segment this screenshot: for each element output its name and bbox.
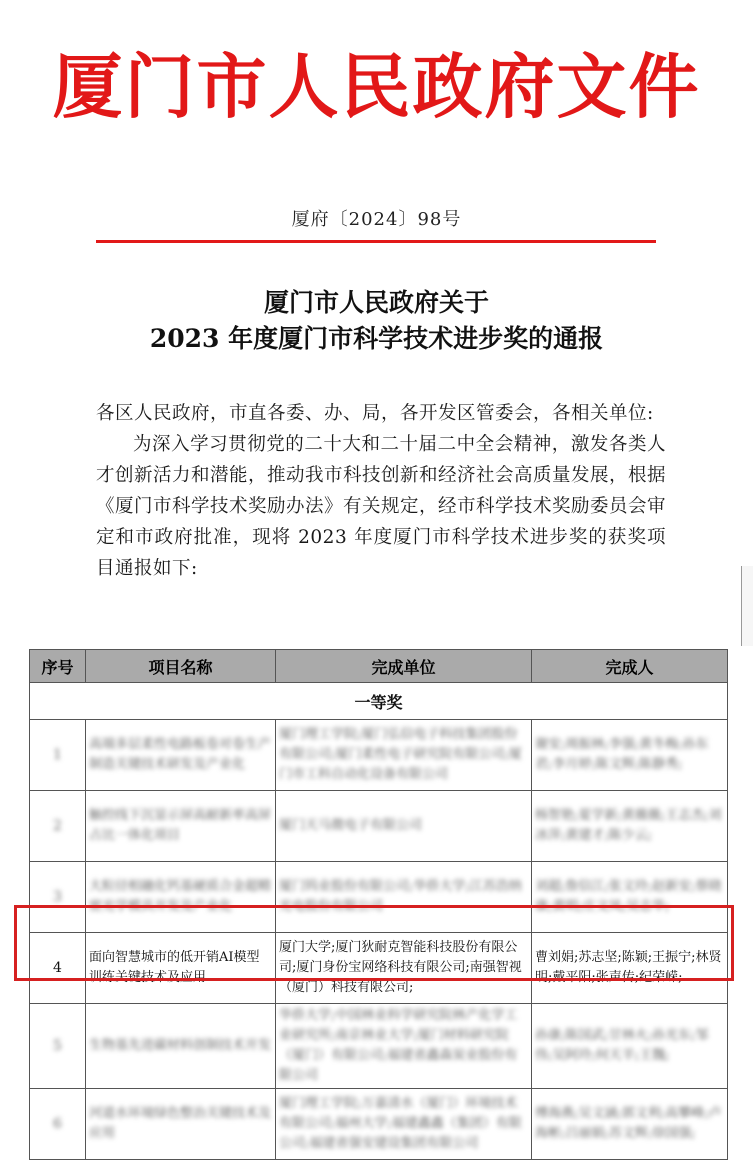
row-units: 厦门理工学院;厦门弘信电子科技集团股份有限公司;厦门柔性电子研究院有限公司;厦门市工科自动化设备有限公司 [276, 720, 532, 791]
row-units: 厦门大学;厦门狄耐克智能科技股份有限公司;厦门身份宝网络科技有限公司;南强智视（厦门）科技有限公司; [276, 933, 532, 1004]
document-number: 厦府〔2024〕98号 [291, 209, 462, 230]
row-project: 生物基先进碳材料创制技术开发 [86, 1004, 276, 1089]
row-project: 面向智慧城市的低开销AI模型训练关键技术及应用 [86, 933, 276, 1004]
row-people: 傅海燕;吴文涵;郭文利;高攀峰;卢海彬;吕丽娟;苏文辉;徐国强; [532, 1089, 728, 1160]
tier-row [30, 683, 728, 720]
table-row [30, 1089, 728, 1160]
table-row [30, 791, 728, 862]
row-project: 河道水环境绿色整治关键技术及应用 [86, 1089, 276, 1160]
row-people: 刘超;詹信江;张文玲;赵新安;蔡晓康;黄明;庄文凤;吴志华; [532, 862, 728, 933]
header-person: 完成人 [532, 650, 728, 683]
awards-table [29, 649, 728, 1160]
salutation: 各区人民政府，市直各委、办、局，各开发区管委会，各相关单位: [96, 403, 654, 424]
row-number: 3 [30, 862, 86, 933]
row-units: 华侨大学;中国林业科学研究院林产化学工业研究所;南京林业大学;厦门材料研究院（厦门）有限公司;福建省鑫森炭业股份有限公司 [276, 1004, 532, 1089]
header-serial: 序号 [30, 650, 86, 683]
row-number: 6 [30, 1089, 86, 1160]
row-people: 谢安;周振林;李强;黄冬梅;孙东君;李月婷;陈文辉;陈静秀; [532, 720, 728, 791]
document-masthead: 厦门市人民政府文件 [52, 45, 701, 128]
row-project: 大粒径相融化钙基硬质合金超精密光学模具开发及产业化 [86, 862, 276, 933]
document-title-line2: 2023 年度厦门市科学技术进步奖的通报 [149, 324, 604, 353]
table-header-row [30, 650, 728, 683]
row-units: 厦门天马微电子有限公司 [276, 791, 532, 862]
intro-paragraph: 为深入学习贯彻党的二十大和二十届二中全会精神，激发各类人才创新活力和潜能，推动我市科技创新和经济社会高质量发展，根据《厦门市科学技术奖励办法》有关规定，经市科学技术奖励委员会审定和市政府批准，现将 2023 年度厦门市科学技术进步奖的获奖项目通报如下: [96, 434, 667, 579]
row-people: 孙康;陈国武;甘林火;孙光东;邹伟;吴阿玲;何天羊;王魏; [532, 1004, 728, 1089]
masthead-divider [96, 240, 656, 243]
table-row [30, 1004, 728, 1089]
header-unit: 完成单位 [276, 650, 532, 683]
table-row-highlighted [30, 933, 728, 1004]
row-number: 4 [30, 933, 86, 1004]
row-number: 1 [30, 720, 86, 791]
document-title-line1: 厦门市人民政府关于 [263, 288, 489, 317]
document-body [96, 398, 666, 584]
row-number: 5 [30, 1004, 86, 1089]
row-project: 高端多层柔性电路板卷对卷生产制造关键技术研发及产业化 [86, 720, 276, 791]
header-project: 项目名称 [86, 650, 276, 683]
row-people: 杨智艳;夏学新;黄薇薇;王志杰;刘冰萍;黄建才;陈少云; [532, 791, 728, 862]
row-units: 厦门理工学院;万嘉清水（厦门）环境技术有限公司;福州大学;福建鑫鑫（集团）有限公司;福建省强安建设集团有限公司 [276, 1089, 532, 1160]
row-number: 2 [30, 791, 86, 862]
table-row [30, 862, 728, 933]
row-units: 厦门钨业股份有限公司;华侨大学;江苏浩纳光电股份有限公司 [276, 862, 532, 933]
page-edge [741, 566, 753, 646]
row-project: 触控线下沉显示屏高耐新率高屏占比一体化项目 [86, 791, 276, 862]
table-row [30, 720, 728, 791]
tier-label: 一等奖 [30, 683, 728, 720]
row-people: 曹刘娟;苏志坚;陈颖;王振宁;林贤明;戴平阳;张声传;纪荣嵘; [532, 933, 728, 1004]
